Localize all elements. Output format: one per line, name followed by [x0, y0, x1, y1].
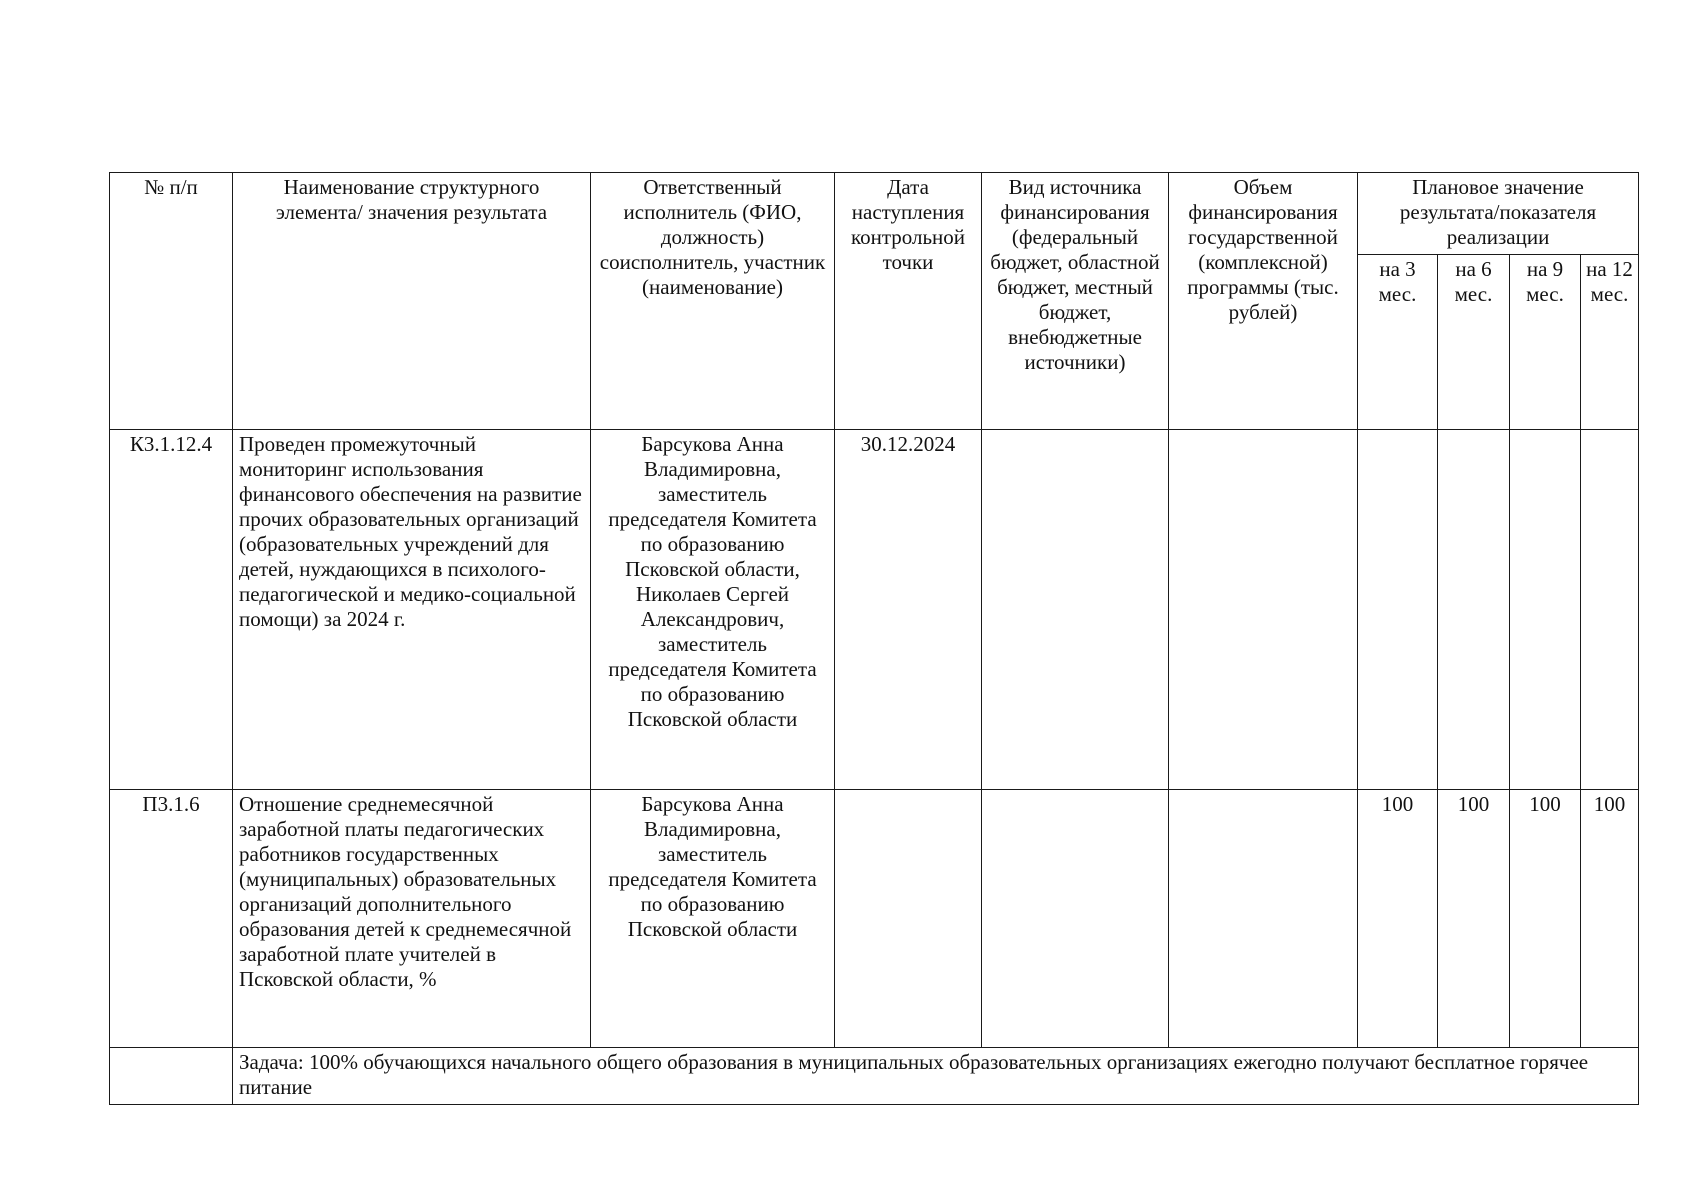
row-m9 [1510, 430, 1581, 790]
row-name: Отношение среднемесячной заработной платы педагогических работников государственных (муниципальных) образовательных организаций дополнительного образования детей к среднемесячной заработной плате учителей в Псковской области, % [233, 790, 591, 1048]
row-volume [1169, 430, 1358, 790]
task-num-cell [110, 1048, 233, 1105]
row-executor: Барсукова Анна Владимировна, заместитель председателя Комитета по образованию Псковской области, Николаев Сергей Александрович, заместитель председателя Комитета по образованию Псковской области [591, 430, 835, 790]
header-date: Дата наступления контрольной точки [835, 173, 982, 430]
row-source [982, 430, 1169, 790]
header-volume: Объем финансирования государственной (комплексной) программы (тыс. рублей) [1169, 173, 1358, 430]
header-m12: на 12 мес. [1581, 255, 1639, 430]
header-m3: на 3 мес. [1358, 255, 1438, 430]
row-executor: Барсукова Анна Владимировна, заместитель председателя Комитета по образованию Псковской области [591, 790, 835, 1048]
header-m6: на 6 мес. [1438, 255, 1510, 430]
row-m12: 100 [1581, 790, 1639, 1048]
header-executor: Ответственный исполнитель (ФИО, должность) соисполнитель, участник (наименование) [591, 173, 835, 430]
row-m6 [1438, 430, 1510, 790]
header-plan: Плановое значение результата/показателя реализации [1358, 173, 1639, 255]
header-row [110, 173, 1639, 255]
task-row [110, 1048, 1639, 1105]
row-m12 [1581, 430, 1639, 790]
row-date [835, 790, 982, 1048]
row-date: 30.12.2024 [835, 430, 982, 790]
row-m9: 100 [1510, 790, 1581, 1048]
row-m6: 100 [1438, 790, 1510, 1048]
row-source [982, 790, 1169, 1048]
row-volume [1169, 790, 1358, 1048]
row-name: Проведен промежуточный мониторинг использования финансового обеспечения на развитие прочих образовательных организаций (образовательных учреждений для детей, нуждающихся в психолого-педагогической и медико-социальной помощи) за 2024 г. [233, 430, 591, 790]
table-row [110, 430, 1639, 790]
header-source: Вид источника финансирования (федеральный бюджет, областной бюджет, местный бюджет, внебюджетные источники) [982, 173, 1169, 430]
table-row [110, 790, 1639, 1048]
header-name: Наименование структурного элемента/ значения результата [233, 173, 591, 430]
task-text: Задача: 100% обучающихся начального общего образования в муниципальных образовательных организациях ежегодно получают бесплатное горячее питание [233, 1048, 1639, 1105]
header-m9: на 9 мес. [1510, 255, 1581, 430]
row-m3: 100 [1358, 790, 1438, 1048]
header-num: № п/п [110, 173, 233, 430]
row-m3 [1358, 430, 1438, 790]
row-num: К3.1.12.4 [110, 430, 233, 790]
plan-table [109, 172, 1639, 1105]
row-num: П3.1.6 [110, 790, 233, 1048]
